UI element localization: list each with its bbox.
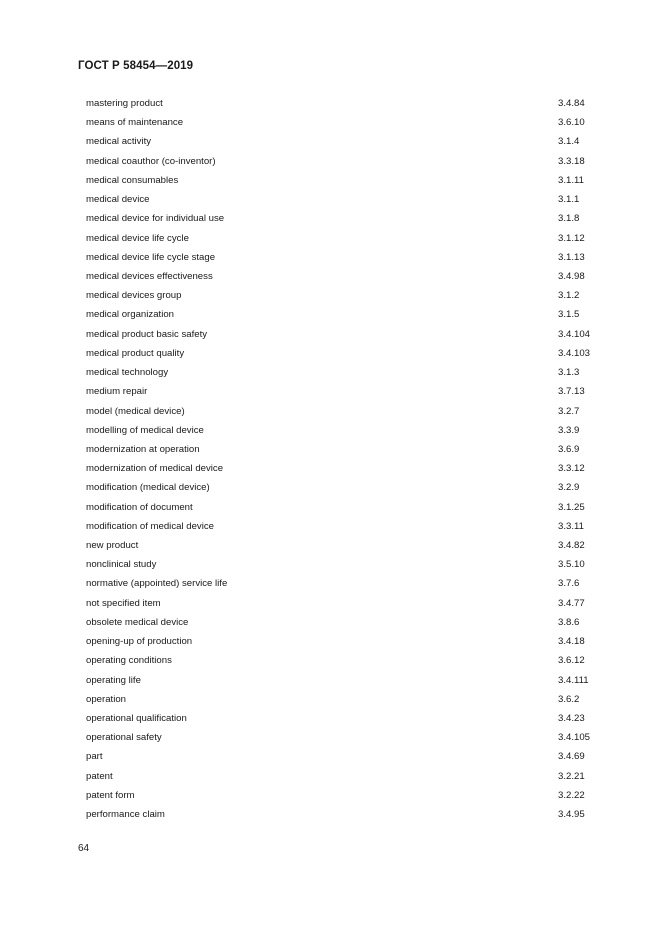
index-term: operating life — [86, 674, 141, 686]
index-reference: 3.1.8 — [558, 213, 580, 225]
index-term: medical organization — [86, 309, 174, 321]
index-entry — [86, 344, 606, 363]
index-entry — [86, 152, 606, 171]
index-term: medical device for individual use — [86, 213, 225, 225]
index-reference: 3.1.2 — [558, 290, 580, 302]
index-term: medical device life cycle — [86, 232, 189, 244]
index-term: medical device — [86, 194, 150, 206]
index-reference: 3.1.13 — [558, 251, 585, 263]
page-number: 64 — [78, 843, 90, 854]
index-entry — [86, 805, 606, 824]
index-entry — [86, 728, 606, 747]
index-term: medical devices group — [86, 290, 182, 302]
index-entry — [86, 709, 606, 728]
index-term: modelling of medical device — [86, 424, 204, 436]
index-entry — [86, 363, 606, 382]
index-term: patent — [86, 770, 113, 782]
index-reference: 3.6.12 — [558, 655, 585, 667]
index-reference: 3.3.11 — [558, 520, 584, 532]
index-reference: 3.6.9 — [558, 443, 580, 455]
index-reference: 3.4.105 — [558, 732, 591, 744]
index-term: medical technology — [86, 367, 169, 379]
index-entry — [86, 113, 606, 132]
index-term: modification (medical device) — [86, 482, 210, 494]
index-term: modernization at operation — [86, 443, 200, 455]
index-term: model (medical device) — [86, 405, 185, 417]
index-entry — [86, 171, 606, 190]
index-term: obsolete medical device — [86, 616, 189, 628]
index-reference: 3.4.82 — [558, 540, 585, 552]
document-header: ГОСТ Р 58454—2019 — [78, 60, 194, 72]
index-reference: 3.1.5 — [558, 309, 580, 321]
index-entry — [86, 690, 606, 709]
index-term: part — [86, 751, 103, 763]
index-term: nonclinical study — [86, 559, 157, 571]
index-entry — [86, 574, 606, 593]
index-entry — [86, 325, 606, 344]
index-term: operation — [86, 693, 127, 705]
index-entry — [86, 190, 606, 209]
index-entry — [86, 421, 606, 440]
index-reference: 3.8.6 — [558, 616, 580, 628]
index-reference: 3.3.18 — [558, 155, 585, 167]
index-term: mastering product — [86, 98, 163, 109]
index-entry — [86, 248, 606, 267]
index-reference: 3.7.13 — [558, 386, 585, 398]
index-reference: 3.1.11 — [558, 174, 584, 186]
index-reference: 3.1.3 — [558, 367, 580, 379]
index-reference: 3.2.7 — [558, 405, 580, 417]
index-term: normative (appointed) service life — [86, 578, 228, 590]
index-reference: 3.5.10 — [558, 559, 585, 571]
index-reference: 3.4.84 — [558, 98, 585, 109]
index-entry — [86, 305, 606, 324]
index-entry — [86, 459, 606, 478]
index-entry — [86, 517, 606, 536]
index-term: operational safety — [86, 732, 162, 744]
index-term: medical product quality — [86, 347, 185, 359]
index-entry — [86, 613, 606, 632]
index-entry — [86, 555, 606, 574]
index-term: performance claim — [86, 809, 165, 821]
index-term: medium repair — [86, 386, 148, 398]
index-term: modernization of medical device — [86, 463, 224, 475]
index-entry — [86, 382, 606, 401]
index-entry — [86, 286, 606, 305]
index-reference: 3.6.2 — [558, 693, 580, 705]
index-entry — [86, 786, 606, 805]
index-entry — [86, 402, 606, 421]
index-entry — [86, 209, 606, 228]
index-entry — [86, 594, 606, 613]
index-entry — [86, 132, 606, 151]
index-entry — [86, 267, 606, 286]
index-reference: 3.2.9 — [558, 482, 580, 494]
index-term: not specified item — [86, 597, 161, 609]
index-reference: 3.2.21 — [558, 770, 585, 782]
index-reference: 3.4.23 — [558, 713, 585, 724]
index-reference: 3.2.22 — [558, 789, 585, 801]
index-reference: 3.4.95 — [558, 809, 585, 821]
index-term: medical coauthor (co-inventor) — [86, 155, 216, 167]
index-term: medical device life cycle stage — [86, 251, 216, 263]
index-entry — [86, 440, 606, 459]
index-reference: 3.4.103 — [558, 347, 591, 359]
index-reference: 3.6.10 — [558, 117, 585, 129]
index-reference: 3.3.12 — [558, 463, 585, 475]
index-reference: 3.4.98 — [558, 270, 585, 282]
index-term: medical activity — [86, 136, 152, 148]
index-reference: 3.1.12 — [558, 232, 585, 244]
index-term: means of maintenance — [86, 117, 184, 129]
index-entry — [86, 632, 606, 651]
index-term: new product — [86, 540, 139, 552]
index-reference: 3.4.111 — [558, 674, 589, 686]
index-term: operational qualification — [86, 713, 187, 724]
index-reference: 3.4.104 — [558, 328, 591, 340]
index-entry — [86, 671, 606, 690]
index-reference: 3.4.77 — [558, 597, 585, 609]
index-reference: 3.4.18 — [558, 636, 585, 648]
index-entry-list — [86, 94, 606, 824]
index-term: opening-up of production — [86, 636, 193, 648]
index-reference: 3.7.6 — [558, 578, 580, 590]
index-term: modification of medical device — [86, 520, 214, 532]
index-reference: 3.1.25 — [558, 501, 585, 513]
index-reference: 3.1.1 — [558, 194, 580, 206]
index-entry — [86, 229, 606, 248]
index-reference: 3.4.69 — [558, 751, 585, 763]
index-term: medical product basic safety — [86, 328, 208, 340]
index-entry — [86, 651, 606, 670]
index-term: modification of document — [86, 501, 193, 513]
index-reference: 3.1.4 — [558, 136, 580, 148]
index-entry — [86, 94, 606, 113]
index-term: medical devices effectiveness — [86, 270, 213, 282]
index-term: patent form — [86, 789, 135, 801]
index-term: operating conditions — [86, 655, 172, 667]
index-entry — [86, 498, 606, 517]
index-entry — [86, 747, 606, 766]
index-entry — [86, 478, 606, 497]
index-term: medical consumables — [86, 174, 179, 186]
index-entry — [86, 536, 606, 555]
index-reference: 3.3.9 — [558, 424, 580, 436]
index-entry — [86, 767, 606, 786]
